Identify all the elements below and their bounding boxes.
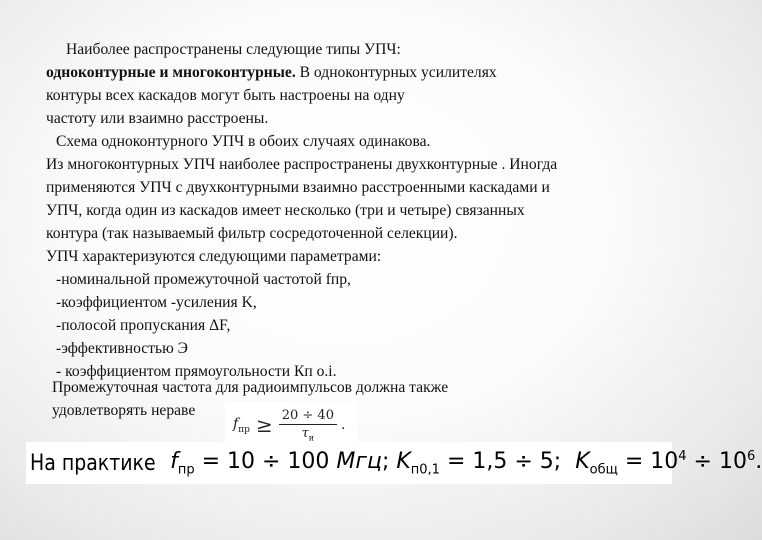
paragraph-line: УПЧ характеризуются следующими параметрами: [46, 248, 382, 265]
paragraph-line: частоту или взаимно расстроены. [46, 110, 269, 127]
fraction-numerator: 20 ÷ 40 [279, 408, 337, 425]
formula-fraction [279, 408, 337, 443]
bold-phrase: одноконтурные и многоконтурные. [46, 64, 296, 81]
paragraph-line: Схема одноконтурного УПЧ в обоих случаях одинакова. [56, 133, 431, 150]
practice-k2: $K_{общ} = 10^4 \div 10^6$. [575, 448, 762, 478]
paragraph-line: Из многоконтурных УПЧ наиболее распространены двухконтурные . Иногда [46, 156, 558, 173]
paragraph-line [46, 61, 686, 84]
formula-end: . [340, 417, 346, 433]
paragraph-line: контура (так называемый фильтр сосредоточенной селекции). [46, 225, 458, 242]
practice-k1: $K_{п0,1} = 1,5 \div 5$; [396, 448, 576, 478]
practice-label: На практике [30, 450, 156, 476]
param-item: -номинальной промежуточной частотой fпр, [56, 271, 351, 288]
tail-text-block [52, 376, 692, 422]
paragraph-line: контуры всех каскадов могут быть настроены на одну [46, 87, 405, 104]
paragraph-line: УПЧ, когда один из каскадов имеет несколько (три и четыре) связанных [46, 202, 525, 219]
practice-f: $f_{пр} = 10 \div 100$ Мгц; [170, 448, 397, 478]
param-item: -полосой пропускания ΔF, [56, 317, 231, 334]
param-item: -коэффициентом -усиления K, [56, 294, 257, 311]
param-item: - коэффициентом прямоугольности Кп о.i. [56, 363, 337, 380]
main-text-block [46, 38, 686, 383]
text-run: В одноконтурных усилителях [295, 64, 497, 81]
formula-lhs: $f_{пр}$ [233, 415, 250, 435]
paragraph-line: применяются УПЧ с двухконтурными взаимно расстроенными каскадами и [46, 179, 550, 196]
formula-operator: ≥ [255, 413, 273, 437]
paragraph-line: Наиболее распространены следующие типы УПЧ: [66, 41, 401, 58]
practice-formula-line [26, 442, 762, 484]
paragraph-line: Промежуточная частота для радиоимпульсов должна также [52, 379, 449, 396]
fraction-denominator: $\tau_и$ [301, 425, 315, 443]
paragraph-line: удовлетворять нераве [52, 402, 196, 419]
param-item: -эффективностью Э [56, 340, 188, 357]
